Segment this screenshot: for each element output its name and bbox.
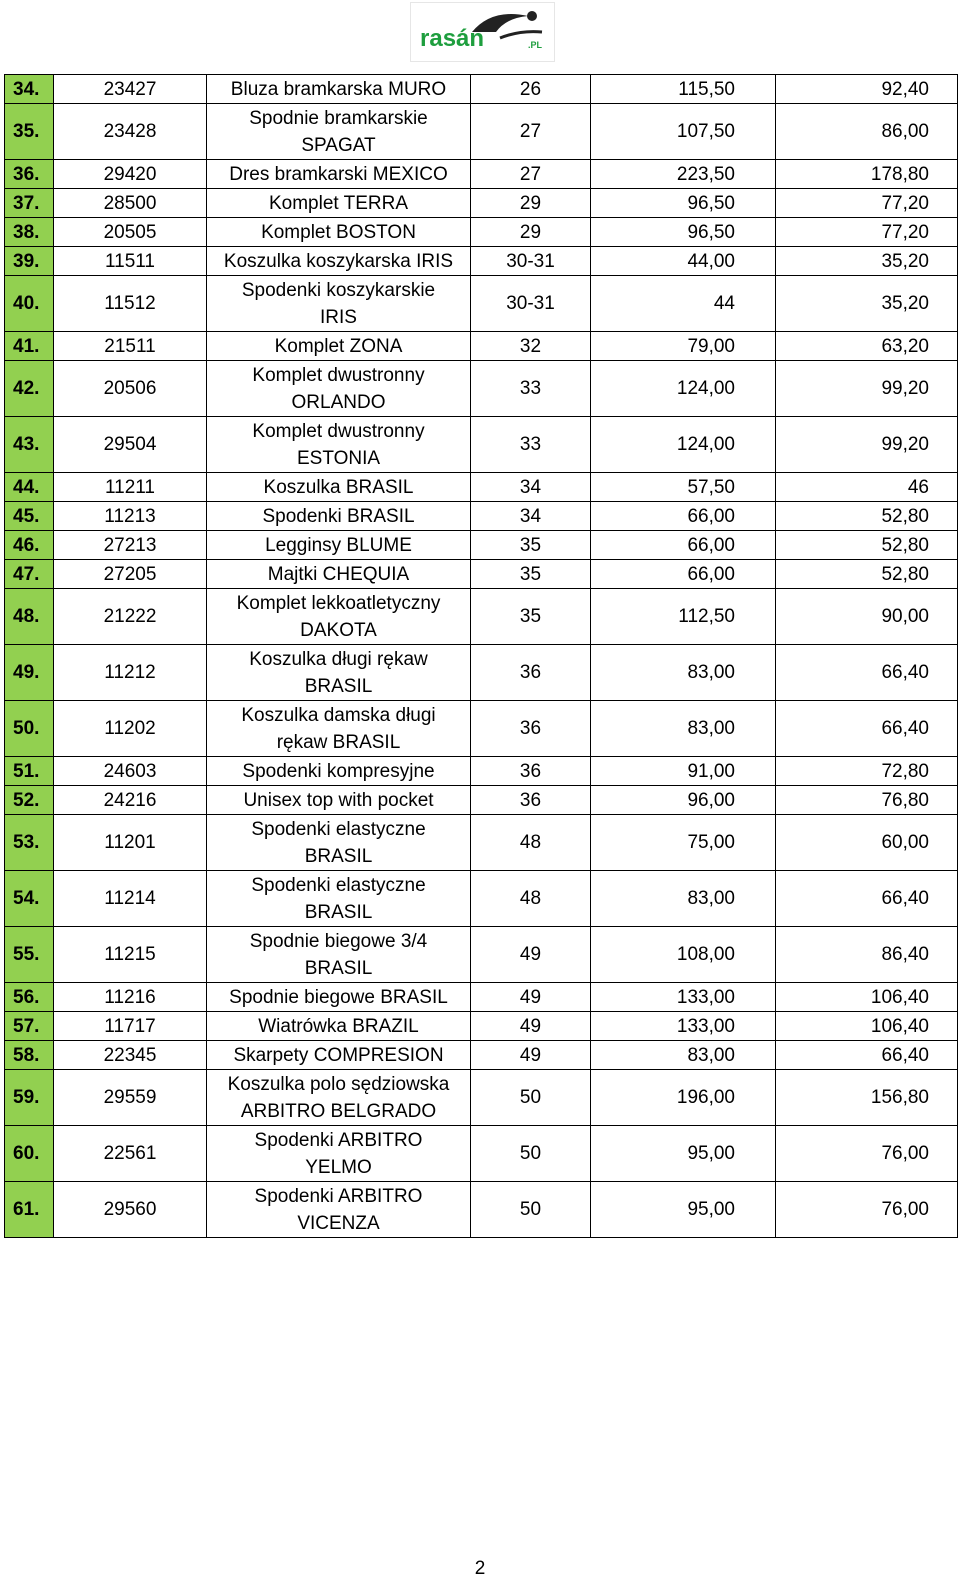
catalog-page: 49 xyxy=(471,983,591,1012)
table-row xyxy=(5,276,958,332)
row-number: 34. xyxy=(5,75,54,104)
product-name xyxy=(207,645,471,701)
table-row xyxy=(5,218,958,247)
catalog-page: 27 xyxy=(471,104,591,160)
product-name-line: Koszulka polo sędziowska xyxy=(227,1073,450,1095)
table-row xyxy=(5,417,958,473)
table-row xyxy=(5,1182,958,1238)
catalog-page: 32 xyxy=(471,332,591,361)
row-number: 50. xyxy=(5,701,54,757)
catalog-page: 34 xyxy=(471,473,591,502)
table-row xyxy=(5,701,958,757)
product-name xyxy=(207,1070,471,1126)
price-gross: 66,00 xyxy=(591,560,776,589)
price-net: 76,00 xyxy=(776,1182,958,1238)
price-list-body xyxy=(5,75,958,1238)
row-number: 56. xyxy=(5,983,54,1012)
row-number: 47. xyxy=(5,560,54,589)
product-name xyxy=(207,332,471,361)
price-net: 52,80 xyxy=(776,502,958,531)
product-code: 24216 xyxy=(54,786,207,815)
product-name xyxy=(207,786,471,815)
row-number: 57. xyxy=(5,1012,54,1041)
price-gross: 83,00 xyxy=(591,645,776,701)
logo-suffix: .PL xyxy=(528,40,543,50)
price-net: 72,80 xyxy=(776,757,958,786)
product-name-line: ARBITRO BELGRADO xyxy=(240,1100,437,1122)
product-name xyxy=(207,104,471,160)
product-name xyxy=(207,560,471,589)
product-name-line: DAKOTA xyxy=(300,619,377,641)
price-net: 46 xyxy=(776,473,958,502)
row-number: 60. xyxy=(5,1126,54,1182)
table-row xyxy=(5,1126,958,1182)
product-name-line: Koszulka koszykarska IRIS xyxy=(223,250,454,272)
product-code: 23427 xyxy=(54,75,207,104)
row-number: 35. xyxy=(5,104,54,160)
price-net: 66,40 xyxy=(776,871,958,927)
product-name xyxy=(207,531,471,560)
row-number: 58. xyxy=(5,1041,54,1070)
row-number: 45. xyxy=(5,502,54,531)
row-number: 38. xyxy=(5,218,54,247)
price-net: 86,40 xyxy=(776,927,958,983)
price-net: 90,00 xyxy=(776,589,958,645)
price-gross: 124,00 xyxy=(591,361,776,417)
product-name-line: Spodenki ARBITRO xyxy=(254,1185,423,1207)
product-name-line: Koszulka BRASIL xyxy=(263,476,414,498)
price-net: 66,40 xyxy=(776,645,958,701)
product-name-line: Koszulka damska długi xyxy=(241,704,436,726)
table-row xyxy=(5,871,958,927)
product-code: 24603 xyxy=(54,757,207,786)
table-row xyxy=(5,815,958,871)
price-gross: 112,50 xyxy=(591,589,776,645)
catalog-page: 33 xyxy=(471,361,591,417)
product-code: 21511 xyxy=(54,332,207,361)
table-row xyxy=(5,645,958,701)
row-number: 37. xyxy=(5,189,54,218)
price-net: 66,40 xyxy=(776,701,958,757)
page-number: 2 xyxy=(474,1558,486,1579)
price-gross: 83,00 xyxy=(591,1041,776,1070)
product-name-line: Koszulka długi rękaw xyxy=(249,648,428,670)
price-net: 86,00 xyxy=(776,104,958,160)
price-net: 77,20 xyxy=(776,189,958,218)
product-name-line: BRASIL xyxy=(304,901,373,923)
table-row xyxy=(5,983,958,1012)
table-row xyxy=(5,786,958,815)
product-code: 27205 xyxy=(54,560,207,589)
product-name-line: Majtki CHEQUIA xyxy=(267,563,410,585)
table-row xyxy=(5,75,958,104)
catalog-page: 36 xyxy=(471,757,591,786)
product-code: 11216 xyxy=(54,983,207,1012)
product-code: 21222 xyxy=(54,589,207,645)
product-name-line: Spodenki elastyczne xyxy=(251,874,426,896)
product-code: 22345 xyxy=(54,1041,207,1070)
price-gross: 79,00 xyxy=(591,332,776,361)
table-row xyxy=(5,361,958,417)
product-code: 23428 xyxy=(54,104,207,160)
price-gross: 66,00 xyxy=(591,531,776,560)
row-number: 46. xyxy=(5,531,54,560)
table-row xyxy=(5,473,958,502)
price-net: 77,20 xyxy=(776,218,958,247)
row-number: 48. xyxy=(5,589,54,645)
price-net: 35,20 xyxy=(776,276,958,332)
product-code: 29420 xyxy=(54,160,207,189)
product-name-line: Unisex top with pocket xyxy=(243,789,434,811)
product-name-line: YELMO xyxy=(305,1156,372,1178)
price-net: 66,40 xyxy=(776,1041,958,1070)
product-name-line: IRIS xyxy=(320,306,357,328)
table-row xyxy=(5,332,958,361)
price-net: 156,80 xyxy=(776,1070,958,1126)
price-gross: 44,00 xyxy=(591,247,776,276)
product-name xyxy=(207,502,471,531)
product-name xyxy=(207,218,471,247)
price-net: 35,20 xyxy=(776,247,958,276)
price-gross: 91,00 xyxy=(591,757,776,786)
table-row xyxy=(5,1012,958,1041)
table-row xyxy=(5,757,958,786)
price-net: 106,40 xyxy=(776,1012,958,1041)
price-net: 92,40 xyxy=(776,75,958,104)
product-code: 11717 xyxy=(54,1012,207,1041)
product-name-line: BRASIL xyxy=(304,845,373,867)
table-row xyxy=(5,1041,958,1070)
price-net: 76,80 xyxy=(776,786,958,815)
price-net: 60,00 xyxy=(776,815,958,871)
product-name-line: BRASIL xyxy=(304,675,373,697)
product-name-line: BRASIL xyxy=(304,957,373,979)
product-name xyxy=(207,815,471,871)
catalog-page: 49 xyxy=(471,1041,591,1070)
row-number: 61. xyxy=(5,1182,54,1238)
catalog-page: 27 xyxy=(471,160,591,189)
product-name-line: Spodenki koszykarskie xyxy=(241,279,436,301)
table-row xyxy=(5,927,958,983)
product-name xyxy=(207,927,471,983)
product-name-line: Komplet ZONA xyxy=(274,335,403,357)
product-name xyxy=(207,1182,471,1238)
price-net: 99,20 xyxy=(776,417,958,473)
price-gross: 115,50 xyxy=(591,75,776,104)
price-gross: 95,00 xyxy=(591,1126,776,1182)
product-name-line: Bluza bramkarska MURO xyxy=(230,78,447,100)
product-name xyxy=(207,701,471,757)
price-gross: 133,00 xyxy=(591,1012,776,1041)
row-number: 41. xyxy=(5,332,54,361)
product-name-line: ESTONIA xyxy=(296,447,381,469)
row-number: 51. xyxy=(5,757,54,786)
catalog-page: 48 xyxy=(471,871,591,927)
product-code: 27213 xyxy=(54,531,207,560)
price-net: 76,00 xyxy=(776,1126,958,1182)
product-code: 11511 xyxy=(54,247,207,276)
price-net: 63,20 xyxy=(776,332,958,361)
table-row xyxy=(5,1070,958,1126)
price-gross: 75,00 xyxy=(591,815,776,871)
price-net: 52,80 xyxy=(776,531,958,560)
product-name xyxy=(207,1041,471,1070)
row-number: 55. xyxy=(5,927,54,983)
price-list-table xyxy=(4,74,958,1238)
product-code: 29560 xyxy=(54,1182,207,1238)
product-code: 29559 xyxy=(54,1070,207,1126)
price-net: 52,80 xyxy=(776,560,958,589)
row-number: 39. xyxy=(5,247,54,276)
product-name xyxy=(207,361,471,417)
catalog-page: 26 xyxy=(471,75,591,104)
row-number: 59. xyxy=(5,1070,54,1126)
product-name xyxy=(207,589,471,645)
row-number: 43. xyxy=(5,417,54,473)
catalog-page: 35 xyxy=(471,531,591,560)
product-name-line: Spodnie bramkarskie xyxy=(249,107,428,129)
product-code: 20506 xyxy=(54,361,207,417)
price-net: 106,40 xyxy=(776,983,958,1012)
product-code: 11211 xyxy=(54,473,207,502)
product-name xyxy=(207,757,471,786)
row-number: 44. xyxy=(5,473,54,502)
product-code: 11213 xyxy=(54,502,207,531)
product-code: 11202 xyxy=(54,701,207,757)
product-name-line: Spodnie biegowe 3/4 xyxy=(249,930,428,952)
catalog-page: 30-31 xyxy=(471,247,591,276)
price-net: 99,20 xyxy=(776,361,958,417)
catalog-page: 50 xyxy=(471,1182,591,1238)
table-row xyxy=(5,502,958,531)
product-code: 20505 xyxy=(54,218,207,247)
catalog-page: 35 xyxy=(471,589,591,645)
price-gross: 96,50 xyxy=(591,218,776,247)
product-name-line: rękaw BRASIL xyxy=(276,731,401,753)
product-name-line: Komplet dwustronny xyxy=(252,420,425,442)
product-name xyxy=(207,871,471,927)
product-name-line: Wiatrówka BRAZIL xyxy=(258,1015,419,1037)
price-gross: 44 xyxy=(591,276,776,332)
product-name xyxy=(207,1126,471,1182)
price-gross: 107,50 xyxy=(591,104,776,160)
price-gross: 223,50 xyxy=(591,160,776,189)
table-row xyxy=(5,189,958,218)
product-name-line: Skarpety COMPRESION xyxy=(233,1044,444,1066)
catalog-page: 36 xyxy=(471,701,591,757)
product-code: 22561 xyxy=(54,1126,207,1182)
product-code: 11201 xyxy=(54,815,207,871)
catalog-page: 49 xyxy=(471,927,591,983)
row-number: 42. xyxy=(5,361,54,417)
product-name xyxy=(207,189,471,218)
product-name-line: SPAGAT xyxy=(301,134,376,156)
product-name-line: Spodnie biegowe BRASIL xyxy=(229,986,448,1008)
product-name xyxy=(207,1012,471,1041)
price-gross: 133,00 xyxy=(591,983,776,1012)
product-name-line: Spodenki kompresyjne xyxy=(242,760,435,782)
catalog-page: 30-31 xyxy=(471,276,591,332)
catalog-page: 50 xyxy=(471,1126,591,1182)
product-name-line: Legginsy BLUME xyxy=(265,534,412,556)
row-number: 52. xyxy=(5,786,54,815)
price-gross: 57,50 xyxy=(591,473,776,502)
table-row xyxy=(5,531,958,560)
table-row xyxy=(5,589,958,645)
catalog-page: 35 xyxy=(471,560,591,589)
price-gross: 66,00 xyxy=(591,502,776,531)
product-name-line: Dres bramkarski MEXICO xyxy=(229,163,448,185)
catalog-page: 29 xyxy=(471,218,591,247)
table-row xyxy=(5,247,958,276)
product-code: 11214 xyxy=(54,871,207,927)
catalog-page: 34 xyxy=(471,502,591,531)
table-row xyxy=(5,104,958,160)
product-code: 29504 xyxy=(54,417,207,473)
price-gross: 196,00 xyxy=(591,1070,776,1126)
product-code: 11215 xyxy=(54,927,207,983)
price-gross: 96,50 xyxy=(591,189,776,218)
product-name xyxy=(207,75,471,104)
catalog-page: 36 xyxy=(471,645,591,701)
product-name-line: Komplet lekkoatletyczny xyxy=(236,592,441,614)
logo-graphic xyxy=(410,2,555,62)
price-gross: 83,00 xyxy=(591,871,776,927)
product-code: 11512 xyxy=(54,276,207,332)
product-name xyxy=(207,473,471,502)
catalog-page: 36 xyxy=(471,786,591,815)
product-name xyxy=(207,276,471,332)
catalog-page: 33 xyxy=(471,417,591,473)
row-number: 54. xyxy=(5,871,54,927)
row-number: 53. xyxy=(5,815,54,871)
catalog-page: 48 xyxy=(471,815,591,871)
price-gross: 95,00 xyxy=(591,1182,776,1238)
price-gross: 124,00 xyxy=(591,417,776,473)
table-row xyxy=(5,160,958,189)
catalog-page: 50 xyxy=(471,1070,591,1126)
price-net: 178,80 xyxy=(776,160,958,189)
price-gross: 83,00 xyxy=(591,701,776,757)
rasan-logo xyxy=(410,2,555,62)
row-number: 36. xyxy=(5,160,54,189)
row-number: 49. xyxy=(5,645,54,701)
product-name-line: Spodenki BRASIL xyxy=(262,505,415,527)
catalog-page: 29 xyxy=(471,189,591,218)
product-name-line: Komplet dwustronny xyxy=(252,364,425,386)
price-gross: 108,00 xyxy=(591,927,776,983)
product-name-line: Spodenki elastyczne xyxy=(251,818,426,840)
product-name-line: ORLANDO xyxy=(291,391,386,413)
price-gross: 96,00 xyxy=(591,786,776,815)
catalog-page: 49 xyxy=(471,1012,591,1041)
table-row xyxy=(5,560,958,589)
product-name xyxy=(207,247,471,276)
product-name xyxy=(207,417,471,473)
product-name xyxy=(207,983,471,1012)
product-code: 11212 xyxy=(54,645,207,701)
product-name-line: Komplet BOSTON xyxy=(261,221,416,243)
product-name-line: Komplet TERRA xyxy=(268,192,409,214)
product-name-line: Spodenki ARBITRO xyxy=(254,1129,423,1151)
row-number: 40. xyxy=(5,276,54,332)
product-name-line: VICENZA xyxy=(297,1212,380,1234)
logo-text: rasán xyxy=(420,25,485,52)
product-name xyxy=(207,160,471,189)
product-code: 28500 xyxy=(54,189,207,218)
